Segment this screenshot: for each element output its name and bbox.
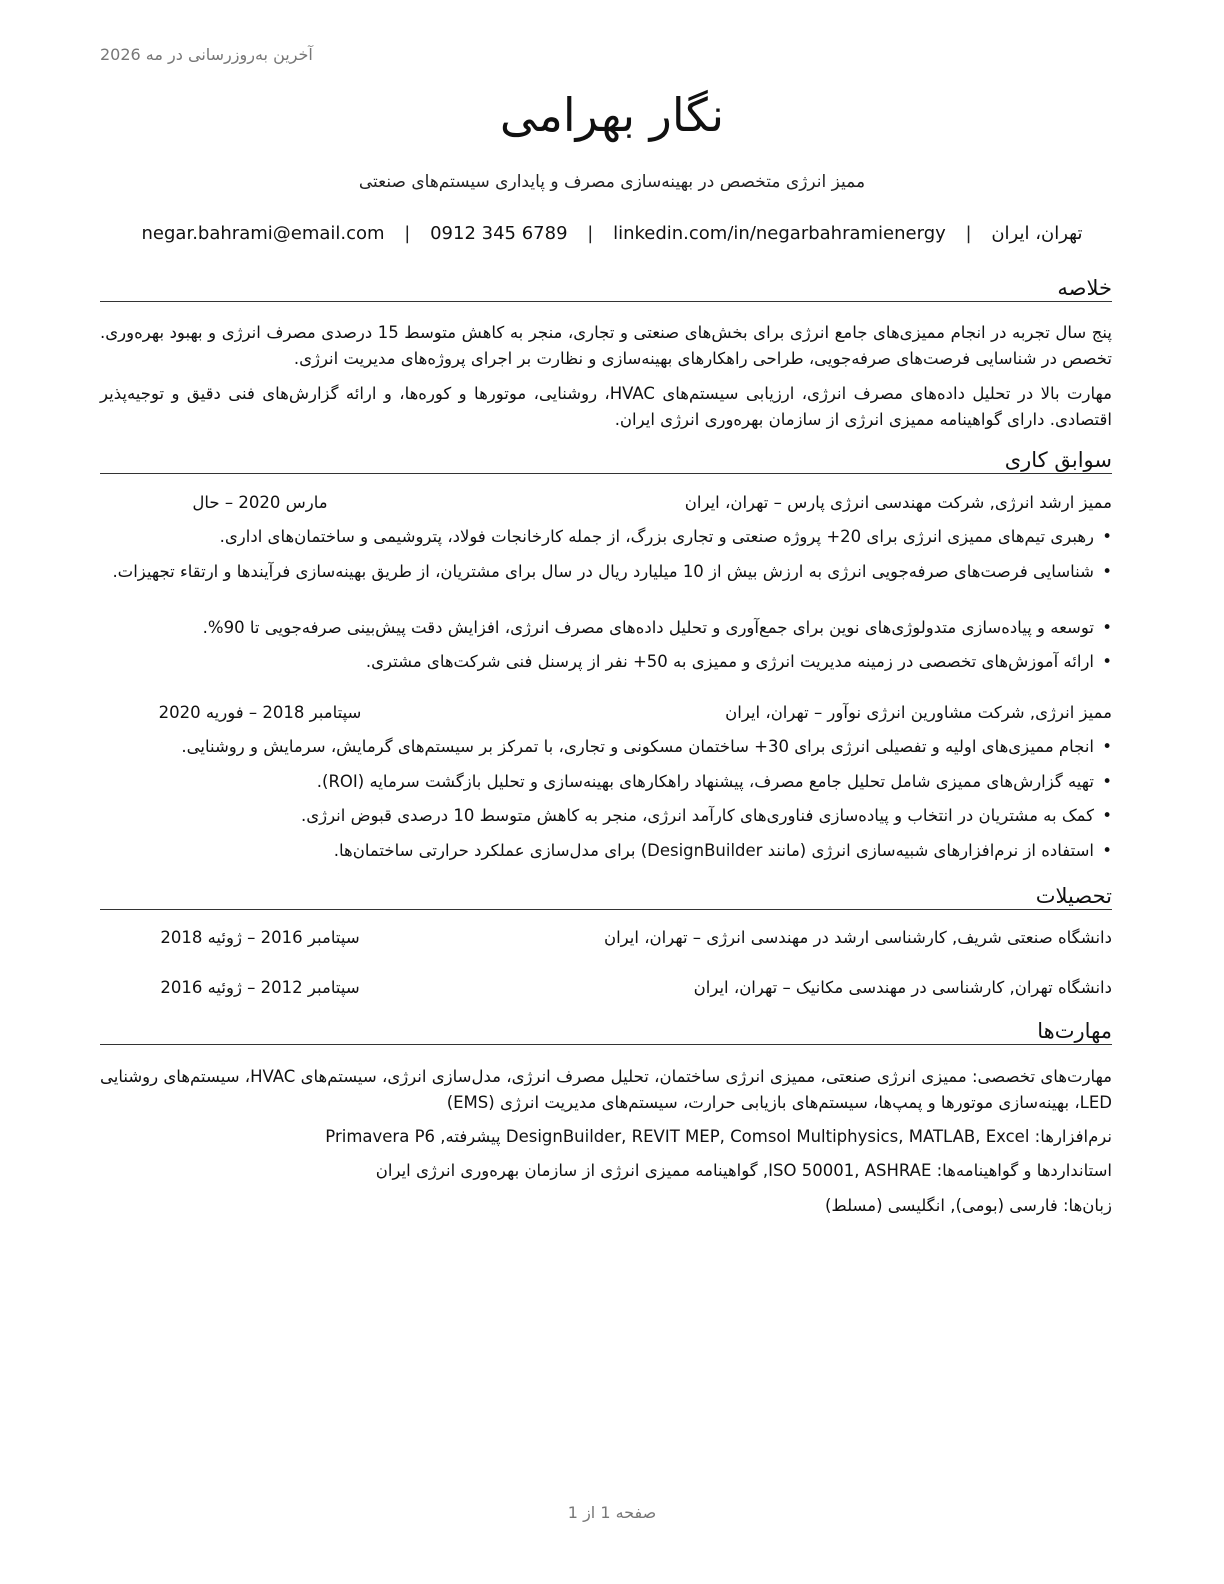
candidate-name: نگار بهرامی [499,88,725,142]
contact-email-link[interactable]: negar.bahrami@email.com [141,223,385,244]
section-title-experience: سوابق کاری [100,448,1112,474]
job-bullet: • انجام ممیزی‌های اولیه و تفصیلی انرژی برای 30+ ساختمان مسکونی و تجاری، با تمرکز بر سیستم‌های گرمایش، سرمایش و روشنایی. [96,734,1112,760]
page-number: صفحه 1 از 1 [567,1503,657,1522]
section-title-skills: مهارت‌ها [100,1019,1112,1045]
skills-item: مهارت‌های تخصصی: ممیزی انرژی صنعتی، ممیزی انرژی ساختمان، تحلیل مصرف انرژی، مدل‌سازی انرژی، سیستم‌های HVAC، سیستم‌های روشنایی LED، بهینه‌سازی موتورها و پمپ‌ها، سیستم‌های بازیابی حرارت، سیستم‌های مدیریت انرژی (EMS) [100,1067,1113,1112]
contact-phone: 0912 345 6789 [430,223,568,244]
contact-separator: | [965,223,972,244]
section-title-summary: خلاصه [100,276,1112,302]
skills-item: زبان‌ها: فارسی (بومی), انگلیسی (مسلط) [824,1196,1112,1215]
job-bullet: • استفاده از نرم‌افزارهای شبیه‌سازی انرژی (مانند DesignBuilder) برای مدل‌سازی عملکرد حرارتی ساختمان‌ها. [96,838,1112,864]
summary-paragraph: مهارت بالا در تحلیل داده‌های مصرف انرژی، ارزیابی سیستم‌های HVAC، روشنایی، موتورها و کوره‌ها، و ارائه گزارش‌های فنی دقیق و توجیه‌پذیر اقتصادی. دارای گواهینامه ممیزی انرژی از سازمان بهره‌وری انرژی ایران. [100,384,1112,429]
education-item [100,978,1112,1004]
skills-item: نرم‌افزارها: DesignBuilder, REVIT MEP, Comsol Multiphysics, MATLAB, Excel پیشرفته, Primavera P6 [325,1127,1112,1146]
skills-item: استانداردها و گواهینامه‌ها: ISO 50001, ASHRAE, گواهینامه ممیزی انرژی از سازمان بهره‌وری انرژی ایران [375,1161,1112,1180]
job-header [100,703,1112,729]
job-bullet: • تهیه گزارش‌های ممیزی شامل تحلیل جامع مصرف، پیشنهاد راهکارهای بهینه‌سازی و تحلیل بازگشت سرمایه (ROI). [96,769,1112,795]
summary-paragraph: پنج سال تجربه در انجام ممیزی‌های جامع انرژی برای بخش‌های صنعتی و تجاری، منجر به کاهش متوسط 15 درصدی مصرف انرژی و بهبود بهره‌وری. تخصص در شناسایی فرصت‌های صرفه‌جویی، طراحی راهکارهای بهینه‌سازی و نظارت بر اجرای پروژه‌های مدیریت انرژی. [100,323,1112,368]
job-bullet: • توسعه و پیاده‌سازی متدولوژی‌های نوین برای جمع‌آوری و تحلیل داده‌های مصرف انرژی، افزایش دقت پیش‌بینی صرفه‌جویی تا 90%. [96,615,1112,641]
education-title: دانشگاه صنعتی شریف, کارشناسی ارشد در مهندسی انرژی – تهران، ایران [603,928,1112,947]
candidate-tagline: ممیز انرژی متخصص در بهینه‌سازی مصرف و پایداری سیستم‌های صنعتی [358,172,866,192]
job-bullet: • شناسایی فرصت‌های صرفه‌جویی انرژی به ارزش بیش از 10 میلیارد ریال در سال برای مشتریان، از طریق بهینه‌سازی فرآیندها و ارتقاء تجهیزات. [96,559,1112,585]
education-title: دانشگاه تهران, کارشناسی در مهندسی مکانیک – تهران، ایران [693,978,1112,997]
job-title: ممیز ارشد انرژی, شرکت مهندسی انرژی پارس – تهران، ایران [684,493,1112,512]
contact-linkedin-link[interactable]: linkedin.com/in/negarbahramienergy [613,223,946,244]
contact-separator: | [404,223,411,244]
contact-separator: | [587,223,594,244]
education-item [100,928,1112,954]
job-bullet: • کمک به مشتریان در انتخاب و پیاده‌سازی فناوری‌های کارآمد انرژی، منجر به کاهش متوسط 10 درصدی قبوض انرژی. [96,803,1112,829]
contact-line [100,223,1124,244]
job-header [100,493,1112,519]
job-bullet: • ارائه آموزش‌های تخصصی در زمینه مدیریت انرژی و ممیزی به 50+ نفر از پرسنل فنی شرکت‌های مشتری. [96,649,1112,675]
job-dates: مارس 2020 – حال [192,493,328,512]
job-title: ممیز انرژی, شرکت مشاورین انرژی نوآور – تهران، ایران [725,703,1112,722]
education-dates: سپتامبر 2016 – ژوئیه 2018 [160,928,360,947]
job-bullet: • رهبری تیم‌های ممیزی انرژی برای 20+ پروژه صنعتی و تجاری بزرگ، از جمله کارخانجات فولاد، پتروشیمی و ساختمان‌های اداری. [96,524,1112,550]
contact-location: تهران، ایران [991,223,1083,244]
last-updated-note: آخرین به‌روزرسانی در مه 2026 [100,45,313,64]
section-title-education: تحصیلات [100,884,1112,910]
job-dates: سپتامبر 2018 – فوریه 2020 [158,703,362,722]
education-dates: سپتامبر 2012 – ژوئیه 2016 [160,978,360,997]
